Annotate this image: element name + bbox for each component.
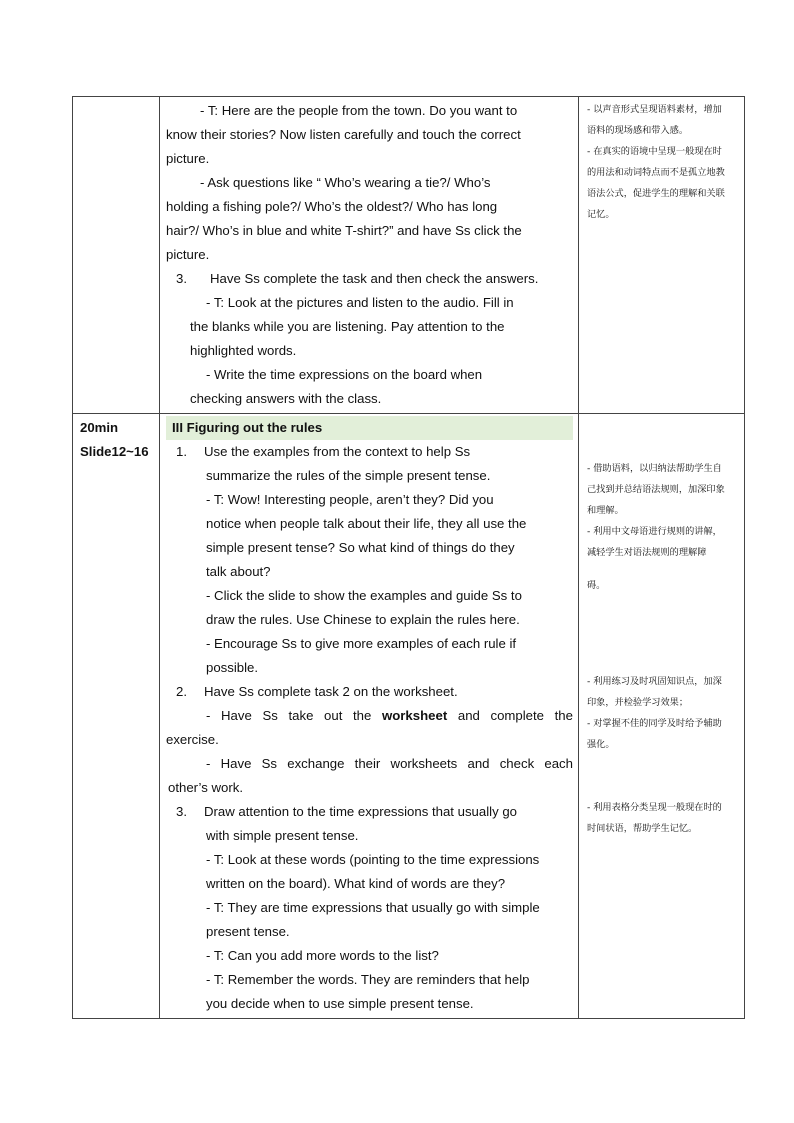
procedure-line: checking answers with the class. [190, 391, 382, 406]
note-line: 减轻学生对语法规则的理解障 [587, 547, 707, 558]
time-duration: 20min [80, 420, 119, 435]
procedure-line: - Have Ss exchange their worksheets and check each [206, 756, 573, 771]
list-number: 3. [176, 271, 187, 286]
list-item-text: Have Ss complete task 2 on the worksheet. [204, 684, 458, 699]
table-row [73, 97, 745, 414]
list-item [166, 800, 573, 824]
note-line: 碍。 [587, 580, 606, 591]
note-line: 语法公式，促进学生的理解和关联 [587, 188, 725, 199]
note-line: - 利用练习及时巩固知识点，加深 [587, 676, 722, 687]
line-text: - Have Ss take out the [206, 708, 372, 723]
list-item-text: Use the examples from the context to help Ss [204, 444, 471, 459]
time-cell [73, 414, 160, 1019]
note-line: - 利用表格分类呈现一般现在时的 [587, 802, 722, 813]
note-line: - 在真实的语境中呈现一般现在时 [587, 146, 722, 157]
note-line: 记忆。 [587, 209, 615, 220]
procedure-line: highlighted words. [190, 343, 297, 358]
note-line: 和理解。 [587, 505, 624, 516]
time-cell [73, 97, 160, 414]
slide-range: Slide12~16 [80, 444, 149, 459]
procedure-line: with simple present tense. [206, 828, 359, 843]
list-number: 2. [176, 684, 187, 699]
list-item [166, 680, 573, 704]
lesson-plan-table [72, 96, 745, 1019]
procedure-line: present tense. [206, 924, 290, 939]
note-line: - 借助语料，以归纳法帮助学生自 [587, 463, 722, 474]
procedure-line: talk about? [206, 564, 271, 579]
procedure-line: know their stories? Now listen carefully and touch the correct [166, 127, 521, 142]
list-number: 3. [176, 804, 187, 819]
procedure-cell [160, 414, 579, 1019]
procedure-line: - Encourage Ss to give more examples of each rule if [206, 636, 517, 651]
procedure-line: picture. [166, 247, 210, 262]
procedure-line: - T: Wow! Interesting people, aren’t they? Did you [206, 492, 494, 507]
note-line: 己找到并总结语法规则，加深印象 [587, 484, 725, 495]
procedure-line: - Write the time expressions on the board when [206, 367, 483, 382]
procedure-line: notice when people talk about their life, they all use the [206, 516, 527, 531]
procedure-line: summarize the rules of the simple present tense. [206, 468, 491, 483]
note-line: - 以声音形式呈现语料素材，增加 [587, 104, 722, 115]
procedure-line: hair?/ Who’s in blue and white T-shirt?” and have Ss click the [166, 223, 522, 238]
procedure-line: - T: Can you add more words to the list? [206, 948, 439, 963]
line-text: and complete the [457, 708, 573, 723]
procedure-line: - T: Look at the pictures and listen to the audio. Fill in [206, 295, 514, 310]
procedure-line: - T: Here are the people from the town. Do you want to [200, 103, 518, 118]
procedure-line: you decide when to use simple present tense. [206, 996, 474, 1011]
procedure-line: - T: Remember the words. They are reminders that help [206, 972, 530, 987]
note-line: 印象，并检验学习效果； [587, 697, 689, 708]
procedure-line: picture. [166, 151, 210, 166]
procedure-line: possible. [206, 660, 259, 675]
procedure-line: the blanks while you are listening. Pay attention to the [190, 319, 505, 334]
list-item-text: Draw attention to the time expressions that usually go [204, 804, 518, 819]
list-item-text: Have Ss complete the task and then check the answers. [210, 271, 539, 286]
keyword: worksheet [381, 708, 448, 723]
note-line: - 对掌握不佳的同学及时给予辅助 [587, 718, 722, 729]
procedure-cell [160, 97, 579, 414]
procedure-line: simple present tense? So what kind of things do they [206, 540, 515, 555]
note-line: 时间状语，帮助学生记忆。 [587, 823, 698, 834]
procedure-line: other’s work. [168, 780, 244, 795]
notes-cell [579, 97, 745, 414]
procedure-line: - T: They are time expressions that usually go with simple [206, 900, 540, 915]
list-item [166, 440, 573, 464]
procedure-line: holding a fishing pole?/ Who’s the oldest?/ Who has long [166, 199, 498, 214]
note-line: 语料的现场感和带入感。 [587, 125, 689, 136]
note-line: 强化。 [587, 739, 615, 750]
procedure-line: written on the board). What kind of words are they? [206, 876, 506, 891]
procedure-line: draw the rules. Use Chinese to explain the rules here. [206, 612, 520, 627]
procedure-line: - Ask questions like “ Who’s wearing a tie?/ Who’s [200, 175, 491, 190]
note-line: 的用法和动词特点而不是孤立地教 [587, 167, 725, 178]
table-row [73, 414, 745, 1019]
notes-cell [579, 414, 745, 1019]
procedure-line: - Click the slide to show the examples and guide Ss to [206, 588, 522, 603]
note-line: - 利用中文母语进行规则的讲解， [587, 526, 722, 537]
list-item [166, 267, 573, 291]
section-heading: III Figuring out the rules [166, 416, 573, 440]
list-number: 1. [176, 444, 187, 459]
procedure-line: - T: Look at these words (pointing to the time expressions [206, 852, 540, 867]
procedure-line [166, 704, 573, 728]
procedure-line: exercise. [166, 732, 219, 747]
